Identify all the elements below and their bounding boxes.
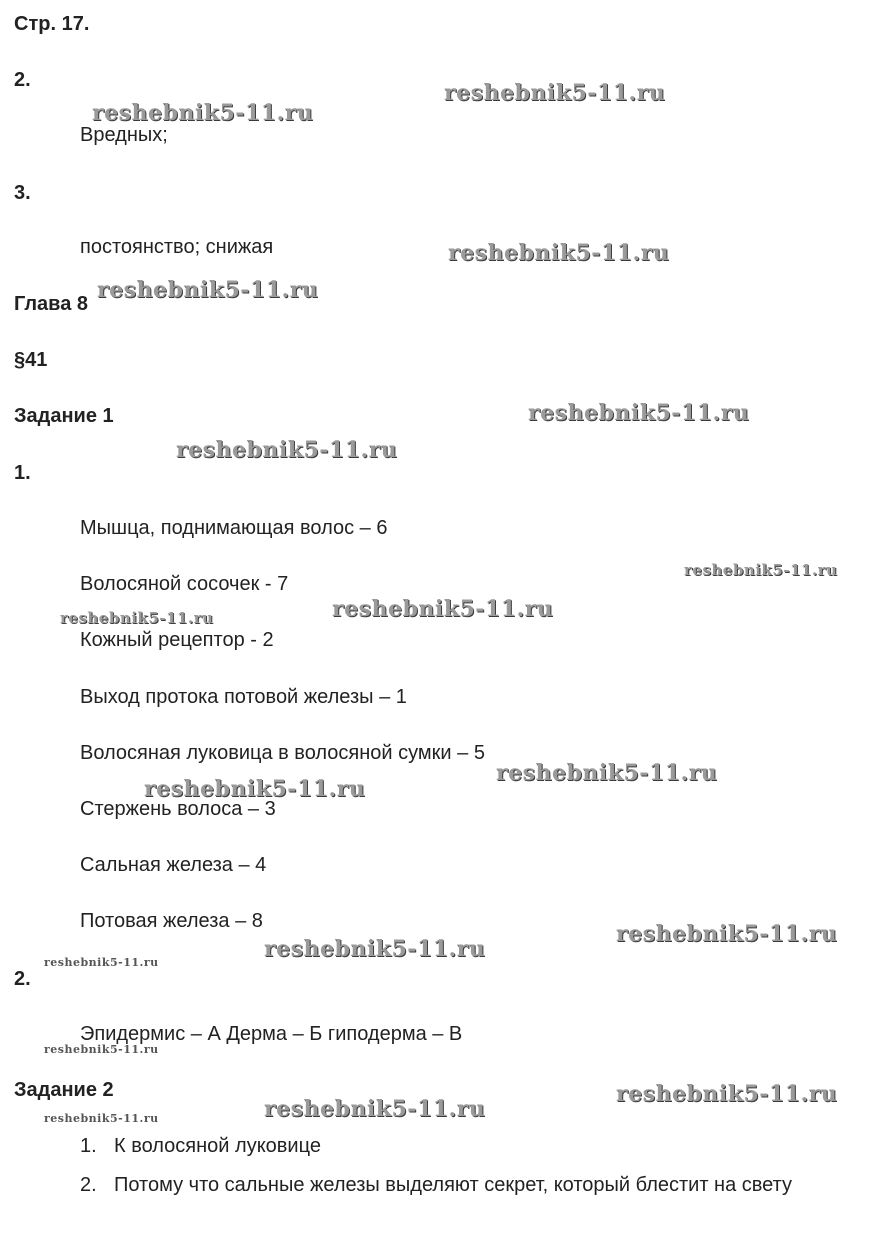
watermark: reshebnik5-11.ru [496,760,718,786]
question-3-answer: постоянство; снижая [80,236,274,258]
question-2-number: 2. [14,69,31,91]
watermark: reshebnik5-11.ru [92,100,314,126]
watermark: reshebnik5-11.ru [616,921,838,947]
list-item: Сальная железа – 4 [80,854,267,876]
task-1-part-2-number: 2. [14,968,31,990]
watermark: reshebnik5-11.ru [44,1043,159,1056]
list-item: Потовая железа – 8 [80,910,263,932]
watermark: reshebnik5-11.ru [332,596,554,622]
watermark: reshebnik5-11.ru [176,437,398,463]
watermark: reshebnik5-11.ru [448,240,670,266]
list-item: Волосяная луковица в волосяной сумки – 5 [80,742,485,764]
list-item [80,1173,792,1197]
watermark: reshebnik5-11.ru [528,400,750,426]
list-item: Волосяной сосочек - 7 [80,573,289,595]
watermark: reshebnik5-11.ru [264,936,486,962]
page-reference: Стр. 17. [14,13,90,35]
list-item: Кожный рецептор - 2 [80,629,274,651]
task-1-part-2-answer: Эпидермис – А Дерма – Б гиподерма – В [80,1023,463,1045]
watermark: reshebnik5-11.ru [60,609,214,627]
list-item-number: 1. [80,1135,97,1157]
watermark: reshebnik5-11.ru [144,776,366,802]
list-item-text: Потому что сальные железы выделяют секрет, который блестит на свету [114,1174,793,1196]
watermark: reshebnik5-11.ru [97,277,319,303]
question-2-answer: Вредных; [80,124,168,146]
watermark: reshebnik5-11.ru [684,561,838,579]
paragraph-title: §41 [14,349,48,371]
list-item: Стержень волоса – 3 [80,798,276,820]
task-1-title: Задание 1 [14,405,114,427]
list-item [80,1134,321,1158]
list-item-number: 2. [80,1174,97,1196]
list-item: Выход протока потовой железы – 1 [80,686,407,708]
watermark: reshebnik5-11.ru [44,1112,159,1125]
watermark: reshebnik5-11.ru [264,1096,486,1122]
question-3-number: 3. [14,182,31,204]
list-item: Мышца, поднимающая волос – 6 [80,517,388,539]
list-item-text: К волосяной луковице [114,1135,321,1157]
task-2-title: Задание 2 [14,1079,114,1101]
watermark: reshebnik5-11.ru [444,80,666,106]
task-1-part-1-number: 1. [14,462,31,484]
watermark: reshebnik5-11.ru [616,1081,838,1107]
chapter-title: Глава 8 [14,293,89,315]
watermark: reshebnik5-11.ru [44,956,159,969]
